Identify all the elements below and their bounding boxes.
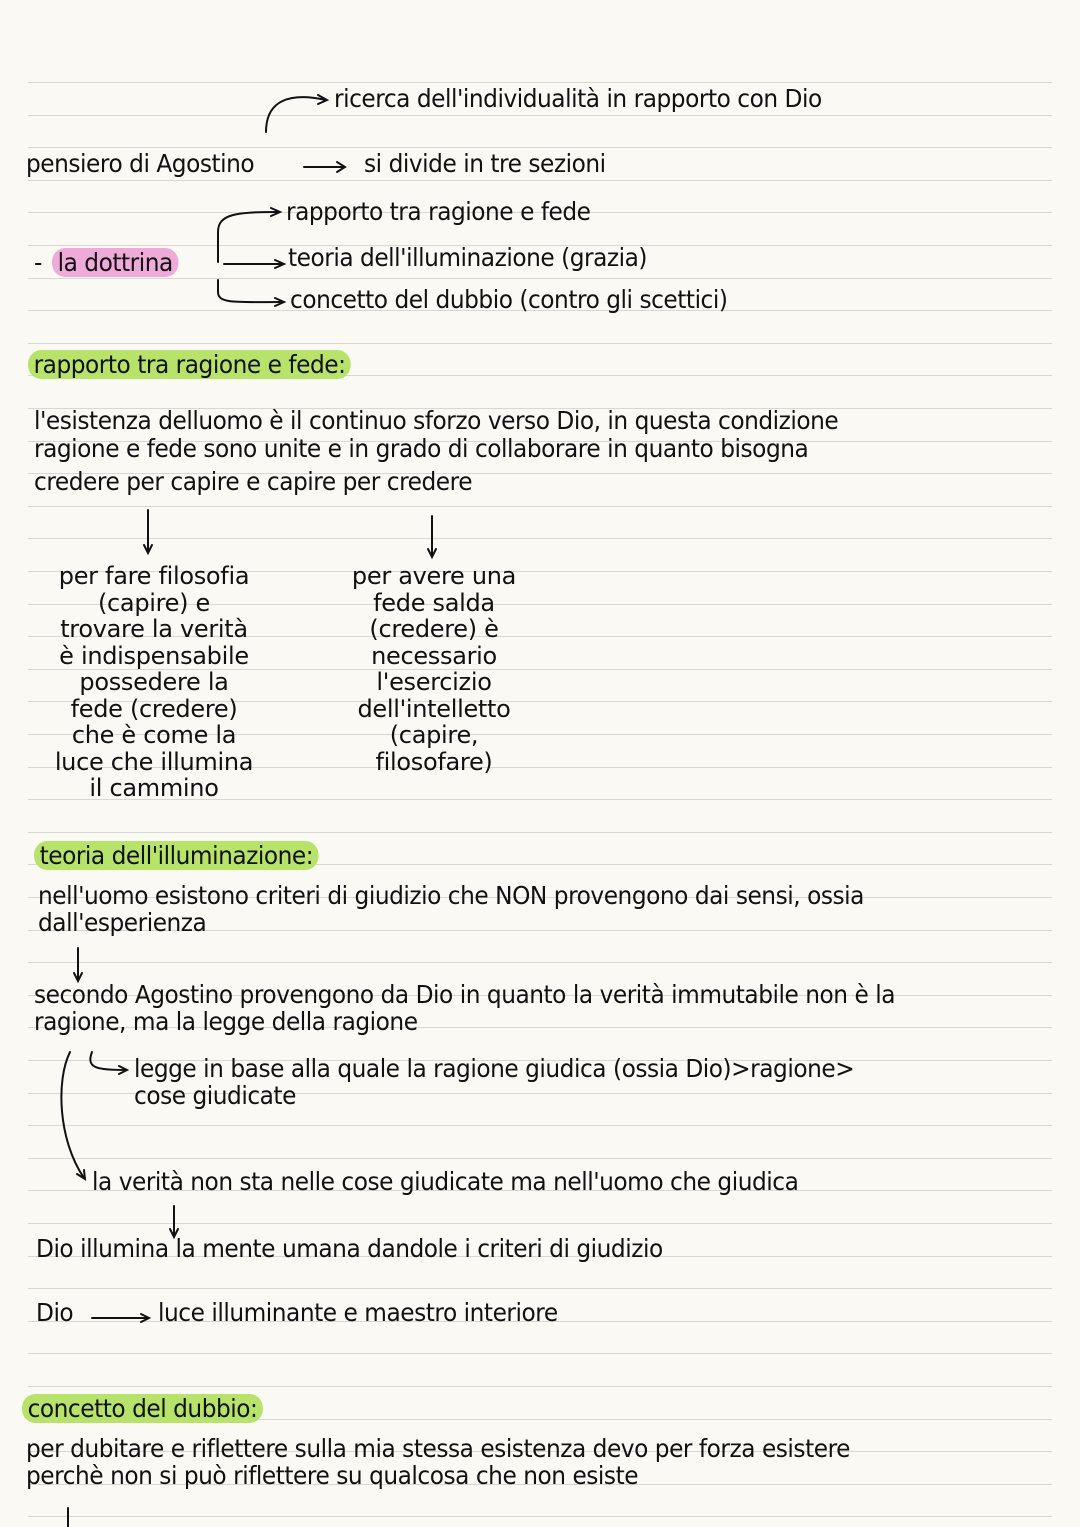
section2-p6-dio: Dio bbox=[36, 1298, 74, 1327]
left-column-line: il cammino bbox=[89, 774, 219, 802]
dottrina-dash: - bbox=[34, 248, 42, 277]
right-column-line: necessario bbox=[371, 641, 497, 670]
section1-paragraph-line-1: l'esistenza delluomo è il continuo sforzo verso Dio, in questa condizione bbox=[34, 406, 839, 435]
right-column-line: per avere una bbox=[351, 562, 517, 590]
right-column-line: filosofare) bbox=[375, 747, 493, 776]
left-column-line: fede (credere) bbox=[70, 694, 238, 723]
dottrina-branch-1: rapporto tra ragione e fede bbox=[286, 197, 591, 226]
dottrina-highlight: la dottrina bbox=[52, 248, 178, 277]
section2-p3-line-1: legge in base alla quale la ragione giudica (ossia Dio)>ragione> bbox=[134, 1054, 855, 1083]
section2-p2-line-2: ragione, ma la legge della ragione bbox=[34, 1007, 418, 1036]
section3-paragraph-line-1: per dubitare e riflettere sulla mia stessa esistenza devo per forza esistere bbox=[26, 1434, 850, 1463]
bracket-arrow-icon bbox=[218, 212, 278, 262]
left-column-line: è indispensabile bbox=[59, 641, 249, 670]
section2-p1-line-1: nell'uomo esistono criteri di giudizio che NON provengono dai sensi, ossia bbox=[38, 881, 864, 910]
dottrina-branch-2: teoria dell'illuminazione (grazia) bbox=[288, 243, 648, 272]
section-heading-illuminazione: teoria dell'illuminazione: bbox=[34, 843, 319, 868]
branch-text-individualita: ricerca dell'individualità in rapporto con Dio bbox=[334, 84, 822, 113]
right-column-line: (capire, bbox=[389, 721, 479, 749]
section-heading-dubbio: concetto del dubbio: bbox=[22, 1396, 263, 1421]
right-column-line: dell'intelletto bbox=[357, 694, 511, 723]
right-column-line: l'esercizio bbox=[376, 668, 492, 696]
dottrina-branch-3: concetto del dubbio (contro gli scettici) bbox=[290, 285, 728, 314]
section1-paragraph-line-2: ragione e fede sono unite e in grado di collaborare in quanto bisogna bbox=[34, 434, 809, 463]
left-column-line: possedere la bbox=[79, 668, 229, 696]
main-topic-subtext: si divide in tre sezioni bbox=[364, 149, 606, 178]
right-column-line: fede salda bbox=[373, 588, 495, 617]
left-column-line: luce che illumina bbox=[54, 747, 254, 776]
right-column-capire bbox=[322, 563, 546, 775]
left-column-line: per fare filosofia bbox=[58, 562, 250, 590]
section2-p5: Dio illumina la mente umana dandole i criteri di giudizio bbox=[36, 1234, 663, 1263]
left-column-line: trovare la verità bbox=[60, 615, 248, 643]
section2-p4: la verità non sta nelle cose giudicate ma nell'uomo che giudica bbox=[92, 1167, 799, 1196]
curved-arrow-icon bbox=[266, 97, 326, 132]
left-column-line: (capire) e bbox=[97, 588, 211, 617]
dottrina-label bbox=[52, 250, 178, 275]
section-heading-ragione-fede: rapporto tra ragione e fede: bbox=[28, 352, 351, 377]
right-column-line: (credere) è bbox=[369, 615, 499, 643]
left-column-credere bbox=[22, 563, 286, 802]
section2-p6-text: luce illuminante e maestro interiore bbox=[158, 1298, 558, 1327]
section2-p1-line-2: dall'esperienza bbox=[38, 908, 207, 937]
section2-p2-line-1: secondo Agostino provengono da Dio in quanto la verità immutabile non è la bbox=[34, 980, 896, 1009]
section2-p3-line-2: cose giudicate bbox=[134, 1081, 296, 1110]
left-column-line: che è come la bbox=[71, 721, 237, 749]
section3-paragraph-line-2: perchè non si può riflettere su qualcosa che non esiste bbox=[26, 1461, 639, 1490]
main-topic-text: pensiero di Agostino bbox=[26, 149, 255, 178]
long-curve-arrow-icon bbox=[61, 1052, 84, 1178]
section1-paragraph-line-3: credere per capire e capire per credere bbox=[34, 467, 473, 496]
